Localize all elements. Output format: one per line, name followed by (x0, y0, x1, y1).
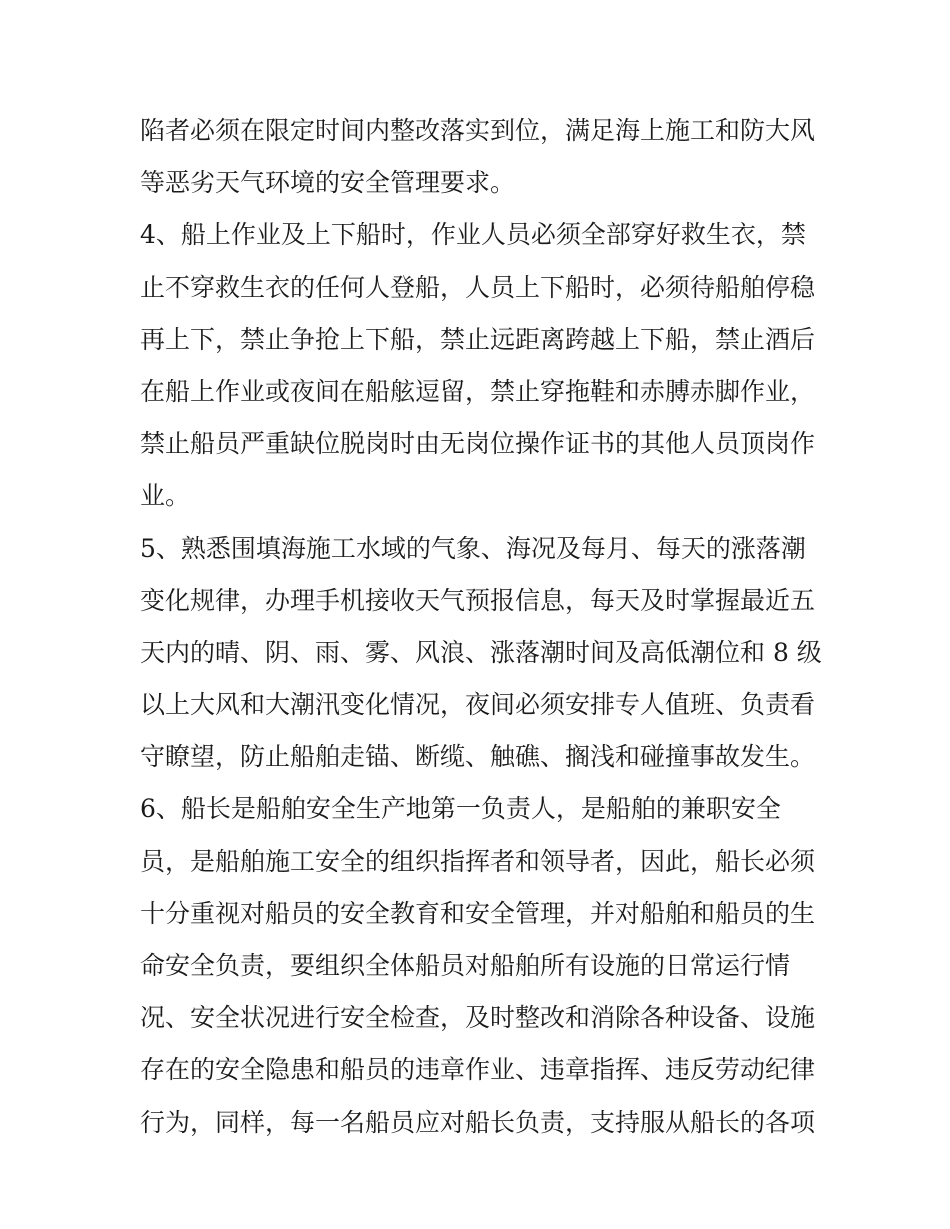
text-line: 十分重视对船员的安全教育和安全管理，并对船舶和船员的生 (140, 898, 816, 928)
text-line: 5、熟悉围填海施工水域的气象、海况及每月、每天的涨落潮 (140, 533, 806, 563)
text-line: 在船上作业或夜间在船舷逗留，禁止穿拖鞋和赤膊赤脚作业， (140, 376, 816, 406)
text-line: 况、安全状况进行安全检查，及时整改和消除各种设备、设施 (140, 1003, 816, 1033)
body-text (140, 105, 820, 1149)
text-line: 再上下，禁止争抢上下船，禁止远距离跨越上下船，禁止酒后 (140, 324, 816, 354)
text-line: 等恶劣天气环境的安全管理要求。 (140, 168, 516, 198)
text-line: 命安全负责，要组织全体船员对船舶所有设施的日常运行情 (140, 951, 791, 980)
text-line: 业。 (140, 481, 191, 511)
text-line: 员，是船舶施工安全的组织指挥者和领导者，因此，船长必须 (140, 846, 816, 876)
text-line: 禁止船员严重缺位脱岗时由无岗位操作证书的其他人员顶岗作 (140, 429, 816, 459)
text-line: 存在的安全隐患和船员的违章作业、违章指挥、违反劳动纪律 (140, 1055, 816, 1085)
text-line: 6、船长是船舶安全生产地第一负责人，是船舶的兼职安全 (140, 794, 781, 824)
text-line: 陷者必须在限定时间内整改落实到位，满足海上施工和防大风 (140, 116, 816, 145)
text-line: 天内的晴、阴、雨、雾、风浪、涨落潮时间及高低潮位和 8 级 (140, 637, 822, 667)
text-line: 行为，同样，每一名船员应对船长负责，支持服从船长的各项 (140, 1107, 816, 1137)
text-line: 以上大风和大潮汛变化情况，夜间必须安排专人值班、负责看 (140, 690, 816, 720)
text-line: 4、船上作业及上下船时，作业人员必须全部穿好救生衣，禁 (140, 220, 806, 250)
text-line: 守瞭望，防止船舶走锚、断缆、触礁、搁浅和碰撞事故发生。 (140, 742, 816, 772)
text-line: 止不穿救生衣的任何人登船，人员上下船时，必须待船舶停稳 (140, 272, 816, 302)
text-line: 变化规律，办理手机接收天气预报信息，每天及时掌握最近五 (140, 585, 816, 615)
